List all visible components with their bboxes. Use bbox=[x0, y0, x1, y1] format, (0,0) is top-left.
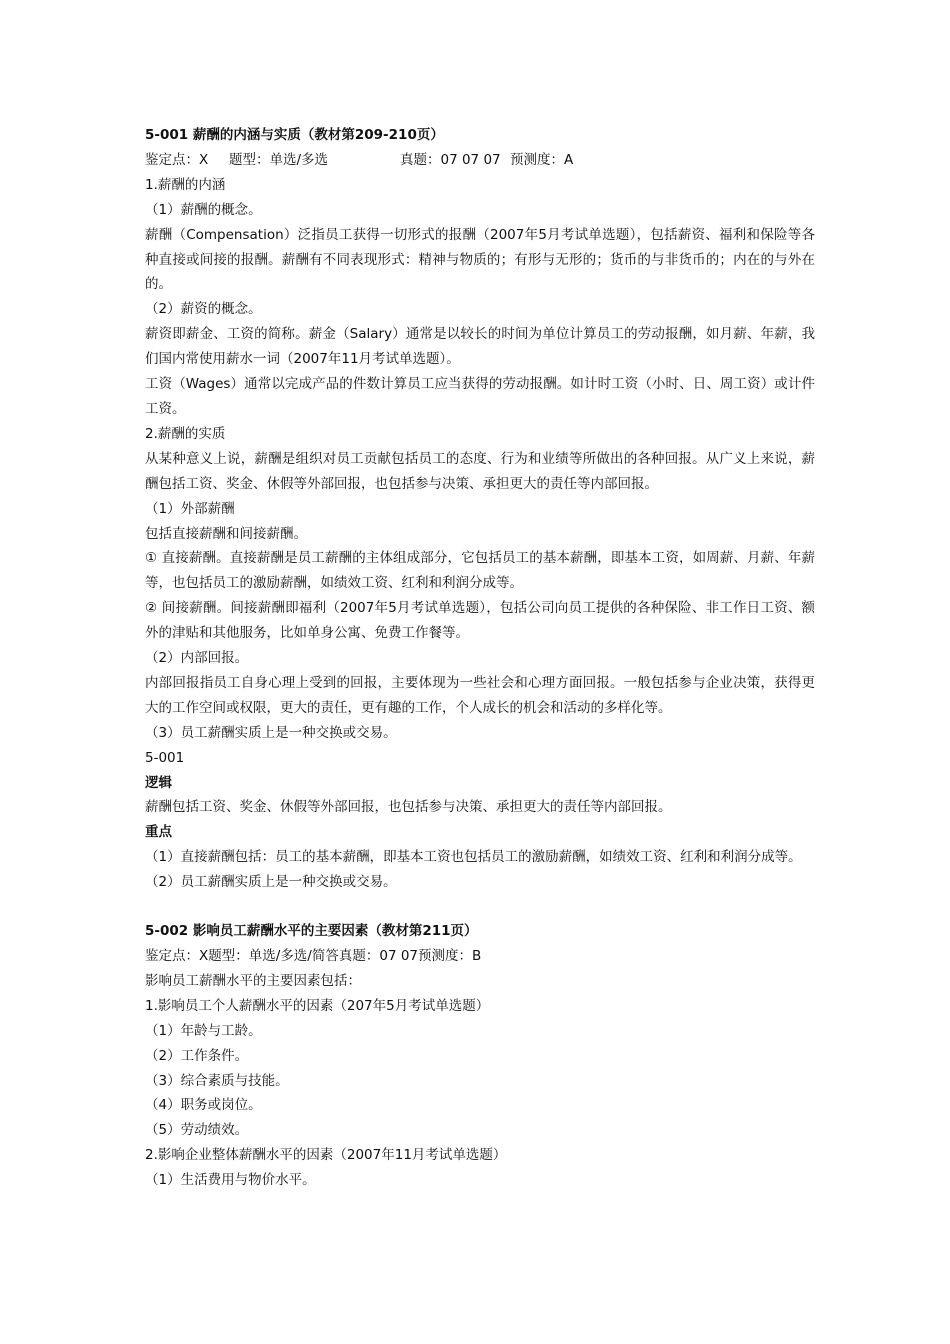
section-2-title: 5-002 影响员工薪酬水平的主要因素（教材第211页） bbox=[145, 923, 478, 940]
logic-heading: 逻辑 bbox=[145, 774, 172, 791]
document-page bbox=[145, 123, 815, 1193]
meta-point: 鉴定点：X bbox=[145, 948, 209, 964]
paragraph: 内部回报指员工自身心理上受到的回报，主要体现为一些社会和心理方面回报。一般包括参与企业决策，获得更大的工作空间或权限，更大的责任，更有趣的工作，个人成长的机会和活动的多样化等。 bbox=[145, 674, 815, 716]
paragraph: 1.影响员工个人薪酬水平的因素（207年5月考试单选题） bbox=[145, 997, 490, 1014]
meta-type: 题型：单选/多选 bbox=[229, 151, 329, 168]
paragraph: （4）职务或岗位。 bbox=[145, 1097, 262, 1114]
paragraph: （1）年龄与工龄。 bbox=[145, 1022, 262, 1039]
section-2-meta bbox=[145, 944, 815, 969]
meta-point: 鉴定点：X bbox=[145, 151, 209, 168]
paragraph: 2.影响企业整体薪酬水平的因素（2007年11月考试单选题） bbox=[145, 1147, 507, 1164]
paragraph: （1）外部薪酬 bbox=[145, 500, 235, 517]
meta-exam: 真题：07 07 bbox=[338, 948, 419, 964]
key-point: （1）直接薪酬包括：员工的基本薪酬，即基本工资也包括员工的激励薪酬，如绩效工资、红利和利润分成等。 bbox=[145, 849, 802, 866]
summary-code: 5-001 bbox=[145, 749, 185, 766]
paragraph: 薪酬（Compensation）泛指员工获得一切形式的报酬（2007年5月考试单选题），包括薪资、福利和保险等各种直接或间接的报酬。薪酬有不同表现形式：精神与物质的；有形与无形的；货币的与非货币的；内在的与外在的。 bbox=[145, 226, 815, 293]
paragraph: ① 直接薪酬。直接薪酬是员工薪酬的主体组成部分，它包括员工的基本薪酬，即基本工资，如周薪、月薪、年薪等，也包括员工的激励薪酬，如绩效工资、红利和利润分成等。 bbox=[145, 550, 815, 592]
meta-predict: 预测度：B bbox=[418, 948, 482, 964]
meta-predict: 预测度：A bbox=[510, 151, 574, 168]
paragraph: 包括直接薪酬和间接薪酬。 bbox=[145, 525, 307, 542]
paragraph: （3）员工薪酬实质上是一种交换或交易。 bbox=[145, 724, 397, 741]
paragraph: 工资（Wages）通常以完成产品的件数计算员工应当获得的劳动报酬。如计时工资（小时、日、周工资）或计件工资。 bbox=[145, 376, 815, 417]
section-gap bbox=[145, 895, 815, 919]
paragraph: 薪资即薪金、工资的简称。薪金（Salary）通常是以较长的时间为单位计算员工的劳动报酬，如月薪、年薪，我们国内常使用薪水一词（2007年11月考试单选题）。 bbox=[145, 326, 815, 368]
section-1-title: 5-001 薪酬的内涵与实质（教材第209-210页） bbox=[145, 127, 444, 143]
paragraph: 从某种意义上说，薪酬是组织对员工贡献包括员工的态度、行为和业绩等所做出的各种回报。从广义上来说，薪酬包括工资、奖金、休假等外部回报，也包括参与决策、承担更大的责任等内部回报。 bbox=[145, 450, 815, 492]
meta-type: 题型：单选/多选/简答 bbox=[208, 948, 339, 964]
logic-text: 薪酬包括工资、奖金、休假等外部回报，也包括参与决策、承担更大的责任等内部回报。 bbox=[145, 799, 672, 816]
key-heading: 重点 bbox=[145, 824, 172, 841]
paragraph: 1.薪酬的内涵 bbox=[145, 176, 226, 193]
paragraph: （1）生活费用与物价水平。 bbox=[145, 1172, 316, 1189]
paragraph: 2.薪酬的实质 bbox=[145, 425, 226, 442]
meta-exam: 真题：07 07 07 bbox=[400, 151, 501, 168]
paragraph: 影响员工薪酬水平的主要因素包括： bbox=[145, 972, 361, 989]
key-point: （2）员工薪酬实质上是一种交换或交易。 bbox=[145, 874, 397, 891]
paragraph: （3）综合素质与技能。 bbox=[145, 1072, 289, 1089]
paragraph: （1）薪酬的概念。 bbox=[145, 201, 262, 218]
paragraph: （2）工作条件。 bbox=[145, 1047, 249, 1064]
paragraph: （2）薪资的概念。 bbox=[145, 301, 262, 318]
section-1-meta bbox=[145, 148, 815, 173]
paragraph: （5）劳动绩效。 bbox=[145, 1122, 249, 1139]
paragraph: ② 间接薪酬。间接薪酬即福利（2007年5月考试单选题），包括公司向员工提供的各种保险、非工作日工资、额外的津贴和其他服务，比如单身公寓、免费工作餐等。 bbox=[145, 600, 815, 642]
paragraph: （2）内部回报。 bbox=[145, 650, 249, 667]
